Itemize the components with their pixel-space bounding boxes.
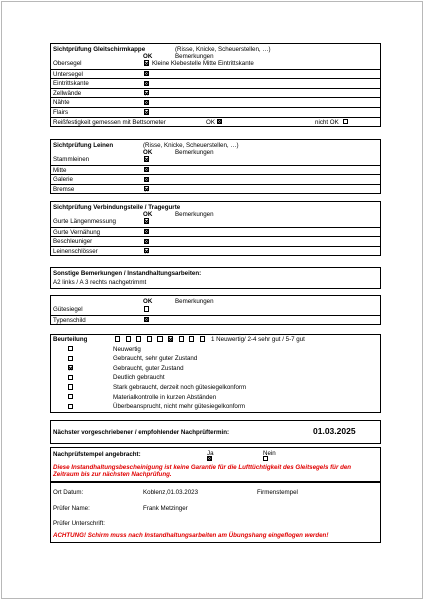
checklist-row: [51, 236, 380, 246]
leinen-hint: (Risse, Knicke, Scheuerstellen, …): [143, 142, 239, 149]
checklist-row: [51, 97, 380, 107]
rating-scale-checkbox[interactable]: [126, 336, 131, 341]
pruefer-name-value: Frank Metzinger: [143, 505, 188, 512]
rating-option-label: Neuwertig: [113, 345, 141, 353]
row-label: Mitte: [53, 166, 67, 174]
row-checkbox[interactable]: [144, 90, 149, 95]
beurteilung-scale-text: 1 Neuwertig/ 2-4 sehr gut / 5-7 gut: [211, 336, 305, 343]
row-checkbox[interactable]: [144, 317, 149, 322]
row-checkbox[interactable]: [144, 177, 149, 182]
row-label: Zellwände: [53, 89, 82, 97]
beurteilung-header: [51, 335, 380, 345]
kappe-remarks-header: Bemerkungen: [175, 52, 214, 60]
termin-section: [50, 420, 381, 444]
row-label: Untersegel: [53, 70, 83, 78]
rating-scale-checkbox[interactable]: [168, 336, 173, 341]
row-label: Typenschild: [53, 316, 86, 324]
row-checkbox[interactable]: [144, 306, 149, 311]
row-label: Leinenschlösser: [53, 247, 98, 255]
kappe-header: [51, 44, 380, 59]
rating-option-checkbox[interactable]: [68, 346, 73, 351]
checklist-row: [51, 78, 380, 88]
row-label: Nähte: [53, 99, 70, 107]
rating-option-checkbox[interactable]: [68, 356, 73, 361]
row-label: Gurte Längenmessung: [53, 218, 116, 225]
row-checkbox[interactable]: [144, 71, 149, 76]
row-label: Gurte Vernähung: [53, 228, 101, 236]
checklist-row: [51, 165, 380, 175]
reiss-nicht-ok-label: nicht OK: [315, 118, 339, 126]
reiss-ok-checkbox[interactable]: [217, 119, 222, 124]
rating-scale-checkbox[interactable]: [200, 336, 205, 341]
leinen-title: Sichtprüfung Leinen: [53, 142, 114, 149]
rating-option-row: [51, 345, 380, 355]
beurteilung-title: Beurteilung: [53, 336, 88, 343]
rating-option-row: [51, 402, 380, 412]
rating-option-checkbox[interactable]: [68, 404, 73, 409]
checklist-row: [51, 184, 380, 194]
rating-option-label: Deutlich gebraucht: [113, 374, 165, 382]
row-label: Obersegel: [53, 60, 82, 67]
ort-label: Ort Datum:: [53, 489, 84, 496]
checklist-row: [51, 227, 380, 237]
reiss-ok-label: OK: [206, 118, 215, 126]
reiss-label: Reißfestigkeit gemessen mit Bettsometer: [53, 118, 166, 126]
rating-option-checkbox[interactable]: [68, 365, 73, 370]
row-checkbox[interactable]: [144, 156, 149, 161]
verbindung-ok-header: OK: [143, 210, 153, 218]
checklist-row: [51, 59, 380, 69]
stempel-ja-label: Ja: [207, 449, 214, 457]
rating-option-label: Materialkontrolle in kurzen Abständen: [113, 393, 217, 401]
checklist-row: [51, 246, 380, 256]
disclaimer-text: Diese Instandhaltungsbescheinigung ist keine Garantie für die Lufttüchtigkeit des Gleitsegels für den Zeitraum bis zur nächsten Nachprüfung.: [53, 464, 352, 479]
rating-scale-checkbox[interactable]: [189, 336, 194, 341]
checklist-row: [51, 305, 380, 315]
sonstige-section: [50, 267, 381, 289]
row-remark: Kleine Klebestelle Mitte Eintrittskante: [152, 60, 254, 67]
siegel-remarks-header: Bemerkungen: [175, 297, 214, 305]
warning-text: ACHTUNG! Schirm muss nach Instandhaltungsarbeiten am Übungshang eingeflogen werden!: [53, 532, 329, 539]
document-page: [1, 1, 423, 599]
rating-scale-checkbox[interactable]: [115, 336, 120, 341]
rating-option-checkbox[interactable]: [68, 394, 73, 399]
leinen-remarks-header: Bemerkungen: [175, 148, 214, 156]
rating-option-row: [51, 373, 380, 383]
row-label: Stammleinen: [53, 156, 90, 163]
rating-option-row: [51, 393, 380, 403]
rating-option-row: [51, 364, 380, 374]
leinen-ok-header: OK: [143, 148, 153, 156]
siegel-section: [50, 295, 381, 325]
row-checkbox[interactable]: [144, 229, 149, 234]
checklist-row: [51, 155, 380, 165]
rating-option-row: [51, 383, 380, 393]
row-checkbox[interactable]: [144, 167, 149, 172]
rating-option-label: Stark gebraucht, derzeit noch gütesiegelkonform: [113, 383, 247, 391]
firmenstempel-label: Firmenstempel: [257, 489, 298, 496]
ort-value: Koblenz,01.03.2023: [143, 489, 199, 496]
verbindung-section: [50, 201, 381, 256]
checklist-row: [51, 88, 380, 98]
checklist-row: [51, 107, 380, 117]
checklist-row: [51, 217, 380, 227]
verbindung-remarks-header: Bemerkungen: [175, 210, 214, 218]
row-label: Beschleuniger: [53, 238, 93, 246]
leinen-header: [51, 140, 380, 155]
termin-date: 01.03.2025: [313, 426, 356, 436]
rating-option-label: Überbeansprucht, nicht mehr gütesiegelkonform: [113, 403, 246, 411]
leinen-section: [50, 139, 381, 194]
checklist-row: [51, 69, 380, 79]
rating-scale-checkbox[interactable]: [157, 336, 162, 341]
kappe-section: [50, 43, 381, 127]
reiss-nicht-ok-checkbox[interactable]: [343, 119, 348, 124]
pruefer-name-label: Prüfer Name:: [53, 505, 90, 512]
row-checkbox[interactable]: [144, 100, 149, 105]
siegel-header: [51, 296, 380, 305]
row-checkbox[interactable]: [144, 109, 149, 114]
rating-scale-checkbox[interactable]: [147, 336, 152, 341]
siegel-ok-header: OK: [143, 297, 153, 305]
row-label: Galerie: [53, 176, 73, 184]
pruefer-signature-label: Prüfer Unterschrift:: [53, 520, 105, 527]
row-checkbox[interactable]: [144, 248, 149, 253]
rating-option-checkbox[interactable]: [68, 384, 73, 389]
verbindung-title: Sichtprüfung Verbindungsteile / Tragegurte: [53, 204, 181, 211]
row-label: Gütesiegel: [53, 306, 83, 313]
rating-option-label: Gebraucht, sehr guter Zustand: [113, 355, 198, 363]
kappe-title: Sichtprüfung Gleitschirmkappe: [53, 46, 146, 53]
row-checkbox[interactable]: [144, 81, 149, 86]
verbindung-header: [51, 202, 380, 217]
rating-option-checkbox[interactable]: [68, 375, 73, 380]
termin-label: Nächster vorgeschriebener / empfohlender Nachprüftermin:: [53, 428, 230, 436]
kappe-hint: (Risse, Knicke, Scheuerstellen, …): [175, 46, 271, 53]
sonstige-title: Sonstige Bemerkungen / Instandhaltungsarbeiten:: [53, 270, 202, 277]
row-checkbox[interactable]: [144, 239, 149, 244]
row-checkbox[interactable]: [144, 60, 149, 65]
checklist-row: [51, 174, 380, 184]
reissfestigkeit-row: [51, 117, 380, 127]
row-checkbox[interactable]: [144, 186, 149, 191]
beurteilung-section: [50, 334, 381, 413]
stempel-ja-checkbox[interactable]: [207, 456, 212, 461]
rating-scale-checkbox[interactable]: [136, 336, 141, 341]
stempel-section: [50, 447, 381, 482]
row-label: Bremse: [53, 185, 75, 193]
checklist-row: [51, 315, 380, 325]
sonstige-text: A2 links / A 3 rechts nachgetrimmt: [53, 279, 147, 286]
stempel-label: Nachprüfstempel angebracht:: [53, 451, 141, 458]
row-label: Eintrittskante: [53, 80, 89, 88]
kappe-ok-header: OK: [143, 52, 153, 60]
stempel-nein-checkbox[interactable]: [263, 456, 268, 461]
stempel-nein-label: Nein: [263, 449, 276, 457]
rating-option-label: Gebraucht, guter Zustand: [113, 364, 184, 372]
rating-scale-checkbox[interactable]: [179, 336, 184, 341]
row-checkbox[interactable]: [144, 218, 149, 223]
row-label: Flairs: [53, 108, 69, 116]
signature-section: [50, 482, 381, 543]
rating-option-row: [51, 354, 380, 364]
